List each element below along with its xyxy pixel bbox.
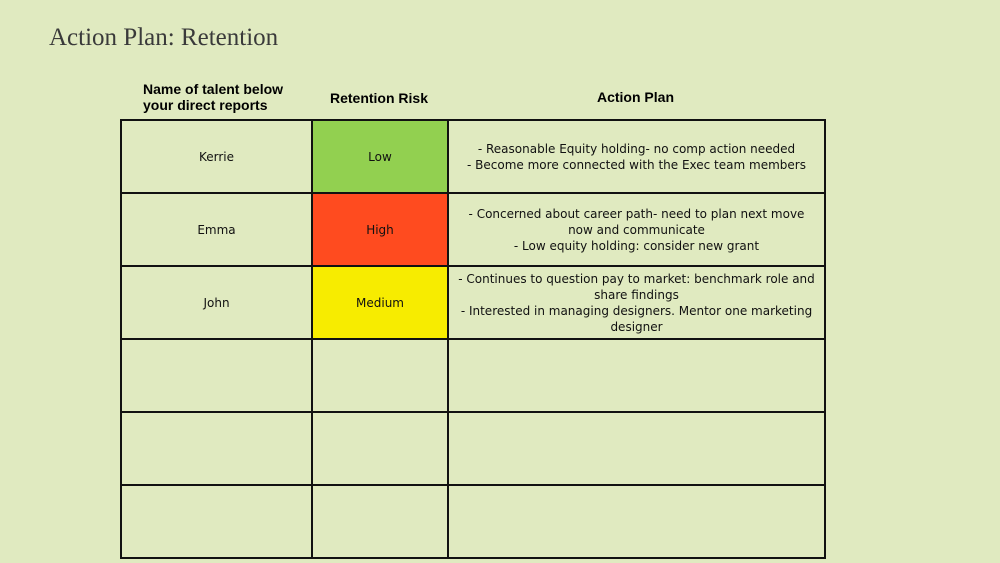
action-plan-line: - Low equity holding: consider new grant [513, 238, 760, 253]
action-plan-cell [448, 485, 825, 558]
action-plan-line: - Concerned about career path- need to plan next move now and communicate [468, 206, 805, 237]
action-plan-line: - Interested in managing designers. Mentor one marketing designer [460, 303, 813, 334]
action-plan-line: - Reasonable Equity holding- no comp action needed [477, 141, 796, 156]
table-row [121, 412, 825, 485]
column-header-plan: Action Plan [596, 89, 674, 105]
talent-name-cell [121, 412, 312, 485]
talent-name-cell [121, 485, 312, 558]
risk-cell [312, 412, 448, 485]
retention-table [120, 119, 826, 559]
column-header-name: Name of talent below your direct reports [143, 81, 284, 113]
slide-title: Action Plan: Retention [49, 24, 279, 51]
action-plan-cell [448, 266, 825, 339]
table-row [121, 266, 825, 339]
action-plan-cell [448, 120, 825, 193]
risk-cell: High [312, 193, 448, 266]
talent-name-cell [121, 339, 312, 412]
talent-name-cell: John [121, 266, 312, 339]
table-row [121, 193, 825, 266]
table-row [121, 485, 825, 558]
risk-cell: Medium [312, 266, 448, 339]
action-plan-cell [448, 193, 825, 266]
action-plan-line: - Continues to question pay to market: benchmark role and share findings [458, 271, 815, 302]
risk-cell: Low [312, 120, 448, 193]
action-plan-cell [448, 412, 825, 485]
risk-cell [312, 485, 448, 558]
table-row [121, 120, 825, 193]
action-plan-cell [448, 339, 825, 412]
table-row [121, 339, 825, 412]
action-plan-line: - Become more connected with the Exec team members [467, 157, 806, 172]
talent-name-cell: Kerrie [121, 120, 312, 193]
talent-name-cell: Emma [121, 193, 312, 266]
risk-cell [312, 339, 448, 412]
column-header-risk: Retention Risk [329, 90, 428, 106]
